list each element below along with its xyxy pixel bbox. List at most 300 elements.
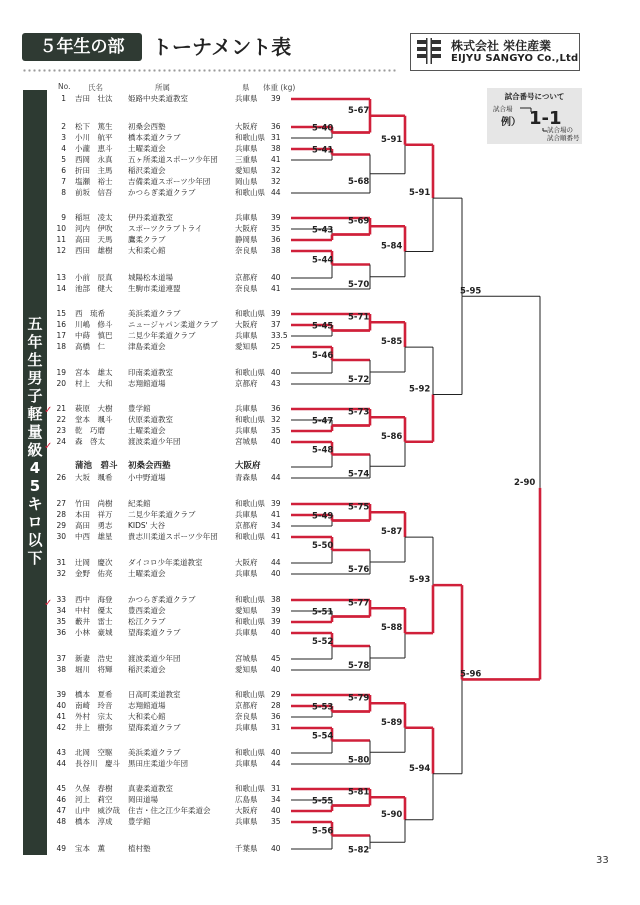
sponsor-name-en: EIJYU SANGYO Co.,Ltd [451, 53, 579, 64]
entry-pref: 和歌山県 [235, 188, 265, 197]
entry-no: 40 [56, 701, 66, 710]
match-label: 5-53 [312, 702, 334, 713]
entry-weight: 39 [271, 309, 281, 318]
entry-club: 城陽松本道場 [128, 273, 173, 282]
entry-no: 45 [56, 784, 66, 793]
match-label: 5-90 [381, 809, 403, 820]
entry-pref: 京都府 [235, 379, 258, 388]
entry-no: 16 [56, 320, 66, 329]
entry-weight: 41 [271, 155, 281, 164]
match-label: 5-43 [312, 225, 334, 236]
entry-no: 27 [56, 499, 66, 508]
entry-weight: 39 [271, 499, 281, 508]
entry-pref: 青森県 [235, 473, 258, 482]
entry-no: 37 [56, 654, 66, 663]
entry-no: 29 [56, 521, 66, 530]
entry-pref: 兵庫県 [235, 510, 258, 519]
category-label-char: 級 [27, 441, 43, 459]
match-label: 5-85 [381, 337, 403, 348]
category-label-char: 生 [27, 351, 43, 369]
category-label-char: 以 [27, 531, 43, 549]
entry-club: 橋本柔道クラブ [128, 133, 181, 142]
entry-club: 土曜柔道会 [128, 569, 166, 578]
match-label: 5-93 [409, 575, 431, 586]
entry-name: 西中 海登 [75, 595, 113, 604]
legend-example-number: 1-1 [529, 108, 562, 129]
entry-club: 二見少年柔道クラブ [128, 331, 196, 340]
entry-pref: 京都府 [235, 521, 258, 530]
entry-no: 12 [56, 246, 66, 255]
entry-name: 乾 巧磨 [75, 426, 105, 435]
entry-weight: 31 [271, 133, 281, 142]
entry-weight: 38 [271, 144, 281, 153]
entry-no: 33 [56, 595, 66, 604]
entry-pref: 兵庫県 [235, 569, 258, 578]
match-label: 5-96 [460, 669, 482, 680]
entry-weight: 32 [271, 177, 281, 186]
entry-weight: 31 [271, 784, 281, 793]
entry-no: 38 [56, 665, 66, 674]
entry-weight: 28 [271, 701, 281, 710]
match-label: 5-68 [348, 176, 370, 187]
entry-no: 7 [61, 177, 66, 186]
entry-pref: 大阪府 [235, 806, 258, 815]
entry-no: 22 [56, 415, 66, 424]
entry-name: 久保 春樹 [75, 784, 113, 793]
legend-sequence-label: 試合場の 試合順番号 [547, 126, 580, 142]
entry-club: スポーツクラブトライ [128, 224, 203, 233]
entry-club: 小中野道場 [128, 473, 166, 482]
entry-name: 塩瀬 裕士 [75, 177, 113, 186]
entry-club: 姫路中央柔道教室 [128, 94, 188, 103]
match-label: 5-51 [312, 607, 334, 618]
entry-club: 望海柔道クラブ [128, 723, 181, 732]
entry-no: 6 [61, 166, 66, 175]
entry-name: 南崎 玲音 [75, 701, 113, 710]
match-label: 5-81 [348, 787, 370, 798]
match-label: 5-84 [381, 241, 403, 252]
entry-club: 松江クラブ [128, 617, 166, 626]
match-label: 2-90 [514, 477, 536, 488]
entry-pref: 岡山県 [235, 177, 258, 186]
match-label: 5-41 [312, 145, 334, 156]
entry-no: 39 [56, 690, 66, 699]
entry-name: 萩原 大樹 [75, 404, 113, 413]
match-label: 5-54 [312, 731, 334, 742]
entry-pref: 大阪府 [235, 558, 258, 567]
match-label: 5-46 [312, 351, 334, 361]
entry-weight: 40 [271, 748, 281, 757]
match-label: 5-55 [312, 796, 334, 807]
entry-weight: 39 [271, 213, 281, 222]
entry-no: 44 [56, 759, 66, 768]
entry-club: 初桑会西塾 [128, 461, 171, 471]
entry-name: 長谷川 慶斗 [75, 759, 120, 768]
entry-no: 13 [56, 273, 66, 282]
entry-name: 高橋 仁 [75, 342, 105, 351]
entry-no: 10 [56, 224, 66, 233]
entry-weight: 40 [271, 368, 281, 377]
entry-name: 中西 雄星 [75, 532, 113, 541]
entry-name: 本田 祥万 [75, 510, 113, 519]
entry-pref: 兵庫県 [235, 331, 258, 340]
entry-pref: 和歌山県 [235, 748, 265, 757]
entry-no: 42 [56, 723, 66, 732]
entry-club: かつらぎ柔道クラブ [128, 595, 196, 604]
category-label-char: 男 [27, 369, 43, 387]
entry-name: 辻岡 慶次 [75, 558, 113, 567]
entry-pref: 和歌山県 [235, 499, 265, 508]
entry-weight: 25 [271, 342, 281, 351]
entry-weight: 40 [271, 273, 281, 282]
entry-club: 日高町柔道教室 [128, 690, 181, 699]
entry-weight: 44 [271, 558, 281, 567]
category-label-char: 子 [27, 387, 43, 405]
check-mark-icon: ✓ [44, 405, 53, 416]
entry-no: 4 [61, 144, 66, 153]
entry-club: 真妻柔道教室 [128, 784, 173, 793]
entry-name: 外村 宗太 [75, 712, 113, 721]
entry-pref: 兵庫県 [235, 213, 258, 222]
entry-weight: 35 [271, 224, 281, 233]
match-label: 5-80 [348, 755, 370, 766]
entry-weight: 38 [271, 595, 281, 604]
entry-club: 五ヶ所柔道スポーツ少年団 [128, 155, 218, 164]
match-label: 5-52 [312, 637, 334, 647]
entry-name: 松下 篤生 [75, 122, 113, 131]
entry-no: 17 [56, 331, 66, 340]
entry-no: 2 [61, 122, 66, 131]
match-label: 5-95 [460, 286, 482, 297]
entry-name: 橋本 夏希 [75, 690, 113, 699]
match-label: 5-86 [381, 431, 403, 442]
entry-weight: 39 [271, 617, 281, 626]
check-mark-icon: ✓ [44, 441, 53, 452]
entry-name: 井上 樹弥 [75, 723, 113, 732]
entry-weight: 36 [271, 712, 281, 721]
entry-weight: 39 [271, 94, 281, 103]
entry-name: 竹田 尚樹 [75, 499, 113, 508]
entry-pref: 兵庫県 [235, 723, 258, 732]
entry-pref: 兵庫県 [235, 144, 258, 153]
entry-no: 41 [56, 712, 66, 721]
match-label: 5-69 [348, 216, 370, 227]
entry-weight: 36 [271, 235, 281, 244]
entry-name: 吉田 壮汰 [75, 94, 113, 103]
entry-weight: 32 [271, 415, 281, 424]
header-weight: 体重 (kg) [263, 83, 296, 92]
entry-pref: 兵庫県 [235, 628, 258, 637]
entry-club: 初桑会西塾 [128, 122, 166, 131]
page-title: トーナメント表 [152, 35, 292, 59]
entry-name: 宮本 雄太 [75, 368, 113, 377]
section-badge: ５年生の部 [22, 33, 142, 61]
entry-pref: 奈良県 [235, 246, 258, 255]
match-label: 5-50 [312, 541, 334, 551]
entry-weight: 44 [271, 188, 281, 197]
entry-weight: 40 [271, 569, 281, 578]
entry-weight: 40 [271, 628, 281, 637]
page-number: 33 [596, 855, 609, 866]
legend-title: 試合番号について [504, 92, 565, 101]
match-label: 5-56 [312, 826, 334, 837]
entry-weight: 41 [271, 284, 281, 293]
entry-club: 渡波柔道少年団 [128, 654, 181, 663]
entry-pref: 奈良県 [235, 712, 258, 721]
entry-name: 大坂 颯希 [75, 473, 113, 482]
entry-weight: 29 [271, 690, 281, 699]
category-label-char: 量 [27, 423, 43, 441]
entry-no: 46 [56, 795, 66, 804]
match-label: 5-76 [348, 565, 370, 575]
entry-no: 5 [61, 155, 66, 164]
match-label: 5-73 [348, 407, 370, 418]
match-label: 5-48 [312, 445, 334, 456]
entry-pref: 千葉県 [235, 844, 258, 853]
match-label: 5-45 [312, 321, 334, 332]
entry-name: 金野 佑亮 [75, 569, 113, 578]
entry-weight: 41 [271, 532, 281, 541]
header-no: No. [58, 82, 71, 91]
match-label: 5-75 [348, 502, 370, 513]
header-club: 所属 [155, 83, 170, 92]
entry-name: 高田 勇志 [75, 521, 113, 530]
entry-club: 美浜柔道クラブ [128, 748, 181, 757]
entry-weight: 35 [271, 817, 281, 826]
entry-pref: 大阪府 [235, 224, 258, 233]
entry-club: 二見少年柔道クラブ [128, 510, 196, 519]
entry-club: 豊西柔道会 [128, 606, 166, 615]
entry-pref: 和歌山県 [235, 595, 265, 604]
entry-pref: 兵庫県 [235, 817, 258, 826]
entry-name: 前坂 信吾 [75, 188, 113, 197]
entry-club: KIDS' 大谷 [128, 521, 166, 530]
entry-name: 堀川 将輝 [75, 665, 113, 674]
category-label-char: 五 [27, 315, 43, 333]
entry-club: 土曜柔道会 [128, 426, 166, 435]
entry-name: 小林 豪城 [75, 628, 113, 637]
entry-club: 稲沢柔道会 [128, 665, 166, 674]
entry-no: 23 [56, 426, 66, 435]
entry-no: 19 [56, 368, 66, 377]
entry-pref: 和歌山県 [235, 784, 265, 793]
entry-weight: 37 [271, 320, 281, 329]
legend-example-label: 例） [501, 117, 521, 128]
entry-pref: 広島県 [235, 795, 258, 804]
entry-name: 宝本 薫 [75, 844, 105, 853]
match-label: 5-44 [312, 255, 334, 266]
entry-no: 26 [56, 473, 66, 482]
entry-name: 川嶋 修斗 [75, 320, 113, 329]
entry-club: 住吉・住之江少年柔道会 [128, 806, 211, 815]
entry-no: 11 [56, 235, 66, 244]
entry-pref: 兵庫県 [235, 759, 258, 768]
entry-name: 山中 威汐哉 [75, 806, 120, 815]
entry-pref: 和歌山県 [235, 415, 265, 424]
entry-club: 伏原柔道教室 [128, 415, 173, 424]
entry-name: 河内 伊吹 [75, 224, 113, 233]
entry-pref: 京都府 [235, 273, 258, 282]
match-label: 5-88 [381, 623, 403, 634]
entry-club: 美浜柔道クラブ [128, 309, 181, 318]
entry-club: ニュージャパン柔道クラブ [128, 320, 218, 329]
entry-club: 稲沢柔道会 [128, 166, 166, 175]
entry-club: 伊丹柔道教室 [128, 213, 173, 222]
entry-no: 30 [56, 532, 66, 541]
category-label-char: 4 [29, 459, 41, 477]
entry-weight: 45 [271, 654, 281, 663]
entry-no: 8 [61, 188, 66, 197]
category-label-char: 下 [27, 549, 43, 567]
entry-name: 蒲池 碧斗 [75, 461, 118, 471]
entry-name: 稲垣 凌太 [75, 213, 113, 222]
match-label: 5-82 [348, 845, 370, 856]
entry-name: 折田 主馬 [75, 166, 113, 175]
entry-weight: 38 [271, 246, 281, 255]
entry-no: 32 [56, 569, 66, 578]
entry-name: 西 琉希 [75, 309, 105, 318]
entry-pref: 和歌山県 [235, 617, 265, 626]
entry-name: 新妻 浩史 [75, 654, 113, 663]
entry-weight: 35 [271, 426, 281, 435]
entry-club: 大和柔心館 [128, 246, 166, 255]
entry-club: 志翔館道場 [128, 379, 166, 388]
entry-weight: 36 [271, 122, 281, 131]
entry-name: 橋本 淳成 [75, 817, 113, 826]
entry-weight: 40 [271, 844, 281, 853]
entry-club: 植村塾 [128, 844, 151, 853]
entry-weight: 43 [271, 379, 281, 388]
entry-name: 北岡 空駆 [75, 748, 113, 757]
entry-pref: 和歌山県 [235, 368, 265, 377]
match-label: 5-89 [381, 717, 403, 728]
entry-club: 貴志川柔道スポーツ少年団 [128, 532, 218, 541]
match-label: 5-70 [348, 279, 370, 290]
match-label: 5-49 [312, 511, 334, 522]
entry-club: 豊学館 [128, 404, 151, 413]
match-label: 5-92 [409, 384, 431, 395]
entry-club: 鷹柔クラブ [128, 235, 166, 244]
entry-club: 望海柔道クラブ [128, 628, 181, 637]
legend-venue-label: 試合場 [493, 105, 513, 113]
entry-pref: 愛知県 [235, 166, 258, 175]
entry-no: 14 [56, 284, 66, 293]
entry-pref: 京都府 [235, 701, 258, 710]
match-label: 5-94 [409, 763, 431, 774]
check-mark-icon: ✓ [44, 598, 53, 609]
entry-name: 藪井 雷士 [75, 617, 113, 626]
entry-no: 48 [56, 817, 66, 826]
match-label: 5-71 [348, 312, 370, 323]
entry-weight: 44 [271, 473, 281, 482]
entry-no: 24 [56, 437, 66, 446]
entry-club: ダイコロ少年柔道教室 [128, 558, 203, 567]
entry-pref: 和歌山県 [235, 532, 265, 541]
entry-weight: 34 [271, 795, 281, 804]
category-label-char: キ [27, 495, 43, 513]
entry-pref: 和歌山県 [235, 133, 265, 142]
entry-weight: 41 [271, 510, 281, 519]
header-prefecture: 県 [242, 83, 250, 92]
entry-no: 35 [56, 617, 66, 626]
match-label: 5-91 [409, 188, 431, 199]
match-label: 5-67 [348, 105, 370, 116]
entry-name: 小前 辰真 [75, 273, 113, 282]
entry-pref: 和歌山県 [235, 690, 265, 699]
entry-pref: 静岡県 [235, 235, 258, 244]
entry-club: 紀柔館 [128, 499, 151, 508]
match-label: 5-79 [348, 693, 370, 704]
entry-club: 津島柔道会 [128, 342, 166, 351]
entry-name: 中村 優太 [75, 606, 113, 615]
entry-pref: 兵庫県 [235, 94, 258, 103]
entry-club: 印南柔道教室 [128, 368, 173, 377]
entry-pref: 三重県 [235, 155, 258, 164]
match-label: 5-78 [348, 661, 370, 671]
entry-no: 49 [56, 844, 66, 853]
entry-weight: 34 [271, 521, 281, 530]
entry-no: 21 [56, 404, 66, 413]
entry-club: 志翔館道場 [128, 701, 166, 710]
entry-name: 小川 航平 [75, 133, 113, 142]
entry-no: 36 [56, 628, 66, 637]
entry-no: 31 [56, 558, 66, 567]
entry-club: 生駒市柔道連盟 [128, 284, 181, 293]
match-label: 5-40 [312, 123, 334, 134]
entry-pref: 愛知県 [235, 342, 258, 351]
entry-name: 池部 健大 [75, 284, 113, 293]
entry-no: 28 [56, 510, 66, 519]
entry-no: 47 [56, 806, 66, 815]
sponsor-name-ja: 株式会社 栄住産業 [451, 39, 552, 53]
match-label: 5-72 [348, 375, 370, 385]
entry-weight: 31 [271, 723, 281, 732]
entry-weight: 32 [271, 166, 281, 175]
entry-pref: 大阪府 [235, 461, 261, 471]
entry-name: 中蒔 慎巴 [75, 331, 113, 340]
entry-pref: 奈良県 [235, 284, 258, 293]
entry-no: 20 [56, 379, 66, 388]
entry-no: 9 [61, 213, 66, 222]
entry-club: 土曜柔道会 [128, 144, 166, 153]
entry-name: 河上 莉空 [75, 795, 113, 804]
header-name: 氏名 [88, 83, 103, 92]
entry-name: 堂本 颯斗 [75, 415, 113, 424]
match-label: 5-74 [348, 469, 370, 480]
entry-name: 西岡 永真 [75, 155, 113, 164]
entry-weight: 44 [271, 759, 281, 768]
category-label-char: ロ [27, 513, 43, 531]
entry-no: 43 [56, 748, 66, 757]
entry-pref: 宮城県 [235, 437, 258, 446]
entry-club: 大和柔心館 [128, 712, 166, 721]
match-label: 5-47 [312, 416, 334, 427]
entry-pref: 宮城県 [235, 654, 258, 663]
entry-club: 豊学館 [128, 817, 151, 826]
match-label: 5-77 [348, 598, 370, 609]
entry-weight: 40 [271, 437, 281, 446]
entry-club: 黒田庄柔道少年団 [128, 759, 188, 768]
entry-pref: 和歌山県 [235, 309, 265, 318]
entry-weight: 40 [271, 806, 281, 815]
entry-pref: 大阪府 [235, 320, 258, 329]
entry-weight: 40 [271, 665, 281, 674]
entry-no: 15 [56, 309, 66, 318]
entry-no: 34 [56, 606, 66, 615]
category-label-char: 年 [27, 333, 43, 351]
entry-club: かつらぎ柔道クラブ [128, 188, 196, 197]
entry-pref: 大阪府 [235, 122, 258, 131]
